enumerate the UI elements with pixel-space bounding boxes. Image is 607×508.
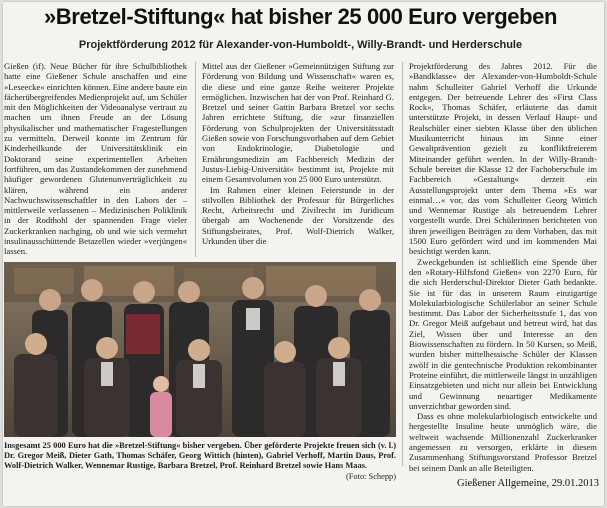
paragraph: Mittel aus der Gießener »Gemeinnützigen Stiftung zur Förderung von Bildung und Wissenschaft« waren es, die diese und eine ganze Reihe weiterer Projekte ermöglichen. Inzwischen hat der von Prof. Reinhard G. Bretzel und seiner Gattin Barbara Bretzel vor sechs Jahren errichtete Stiftung, die »zur finanziellen Förderung von Schulprojekten der Universitätsstadt Gießen sowie von Forschungsvorhaben auf dem Gebiet von Endokrinologie, Diabetologie und Ernährungsmedizin am Fachbereich Medizin der Justus-Liebig-Universität« bestimmt ist, Projekte mit einem Gesamtvolumen von 25 000 Euro unterstützt.: [202, 61, 394, 185]
column-divider: [195, 62, 196, 257]
photo-credit: (Foto: Schepp): [345, 471, 396, 481]
column-divider: [402, 62, 403, 466]
source-line: Gießener Allgemeine, 29.01.2013: [456, 478, 599, 489]
article-column-1: [4, 61, 187, 257]
group-photo: [4, 262, 396, 437]
paragraph: Im Rahmen einer kleinen Feierstunde in der stilvollen Bibliothek der Professur für Bürgerliches Recht, Arbeitsrecht und Zivilrecht im Juridicum übergab am Wochenende der Vorsitzende des Stiftungsbeirates, Prof. Wolf-Dietrich Walker, Urkunden über die: [202, 184, 394, 247]
article-subheadline: Projektförderung 2012 für Alexander-von-Humboldt-, Willy-Brandt- und Herderschule: [78, 39, 523, 51]
group-photo-illustration: [4, 262, 396, 437]
paragraph: Dass es ohne molekularbiologisch entwickelte und hergestellte Insuline heute unmöglich wäre, die weltweit wachsende Millionenzahl Zuckerkranker angemessen zu versorgen, erklärte in diesem Zusammenhang Stiftungsvorstand Professor Bretzel bei seinem Dank an alle Beteiligten.: [409, 411, 597, 473]
article-headline: »Bretzel-Stiftung« hat bisher 25 000 Euro vergeben: [43, 4, 558, 29]
article-column-3: [409, 61, 597, 473]
paragraph: Zweckgebunden ist schließlich eine Spende über den »Rotary-Hilfsfond Gießen« von 2270 Euro, für die sich Herderschul-Direktor Dieter Gath bedankte. Sie ist für das in unserem Raum einzigartige Molekularbiologische Schülerlabor an seiner Schule bestimmt. Das Labor der Sicherheitsstufe 1, das von Dr. Gregor Meiß aufgebaut und betreut wird, hat das Ziel, Wissen über und Interesse an den Biowissenschaften zu fördern. In 50 Kursen, so Meiß, wurden bisher mittelhessische Schüler der Klassen zwölf in die gentechnische Produktion rekombinanter Proteine einführt, die mittlerweile längst in unzähligen Einsatzgebieten und nicht nur allein bei Entwicklung und Gewinnung neuartiger Medikamente unverzichtbar geworden sind.: [409, 256, 597, 411]
photo-caption: [4, 441, 396, 482]
caption-text: Insgesamt 25 000 Euro hat die »Bretzel-Stiftung« bisher vergeben. Über geförderte Projekte freuen sich (v. l.) Dr. Gregor Meiß, Dieter Gath, Thomas Schäfer, Georg Wittich (hinten), Gabriel Verhoff, Martin Daus, Prof. Wolf-Dietrich Walker, Wennemar Rustige, Barbara Bretzel, Prof. Reinhard Bretzel sowie Hans Maas.: [4, 441, 396, 471]
article-column-2: [202, 61, 394, 257]
paragraph: Projektförderung des Jahres 2012. Für die »Bandklasse« der Alexander-von-Humboldt-Schule nahm Schulleiter Gabriel Verhoff die Urkunde entgegen. Der betreuende Lehrer des »First Class Rock«, Thomas Schäfer, erläuterte das damit unterstützte Projekt, in dessen Verlauf Haupt- und Realschüler einer siebten Klasse über den üblichen Musikunterricht hinaus im Sinne einer Gewaltprävention gezielt zu konfliktfreierem Miteinander geführt werden. In der Willy-Brandt-Schule bereitet die Klasse 12 der Fachoberschule im Fachbereich »Gestaltung« derzeit ein Ausstellungsprojekt unter dem Thema »Es war einmal…« vor, das vom Schulleiter Georg Wittich und Wennemar Rustige als betreuendem Lehrer vorgestellt wurde. Drei Schülerinnen berichteten von ihren jeweiligen Beiträgen zu dem Vorhaben, das mit 1500 Euro gefördert wird und im kommenden Mai besichtigt werden kann.: [409, 61, 597, 257]
paragraph: Gießen (if). Neue Bücher für ihre Schulbibliothek hatte eine Gießener Schule anschaffen und eine »Leseecke« einrichten können. Eine andere baute ein fächerübergreifendes Medienprojekt auf, um Schüler mit den Möglichkeiten der Videoanalyse vertraut zu machen um ihnen Freude an der Lösung physikalischer und mathematischer Fragestellungen zu vermitteln. Derweil konnte im Zentrum für Kinderheilkunde der Universitätsklinik ein Doktorand seine experimentellen Arbeiten fortführen, um das Zustandekommen der zunehmend häufiger gewordenen Glutenunverträglichkeit zu klären, während ein anderer Nachwuchswissenschaftler in den Labors der – mittlerweile verlassenen – Medizinischen Poliklinik in der Rodthohl der spannenden Frage vieler Zuckerkranken nachging, ob und wie sich vermehrt insulinausschüttende Betazellen wieder »verjüngen« lassen.: [4, 61, 188, 257]
